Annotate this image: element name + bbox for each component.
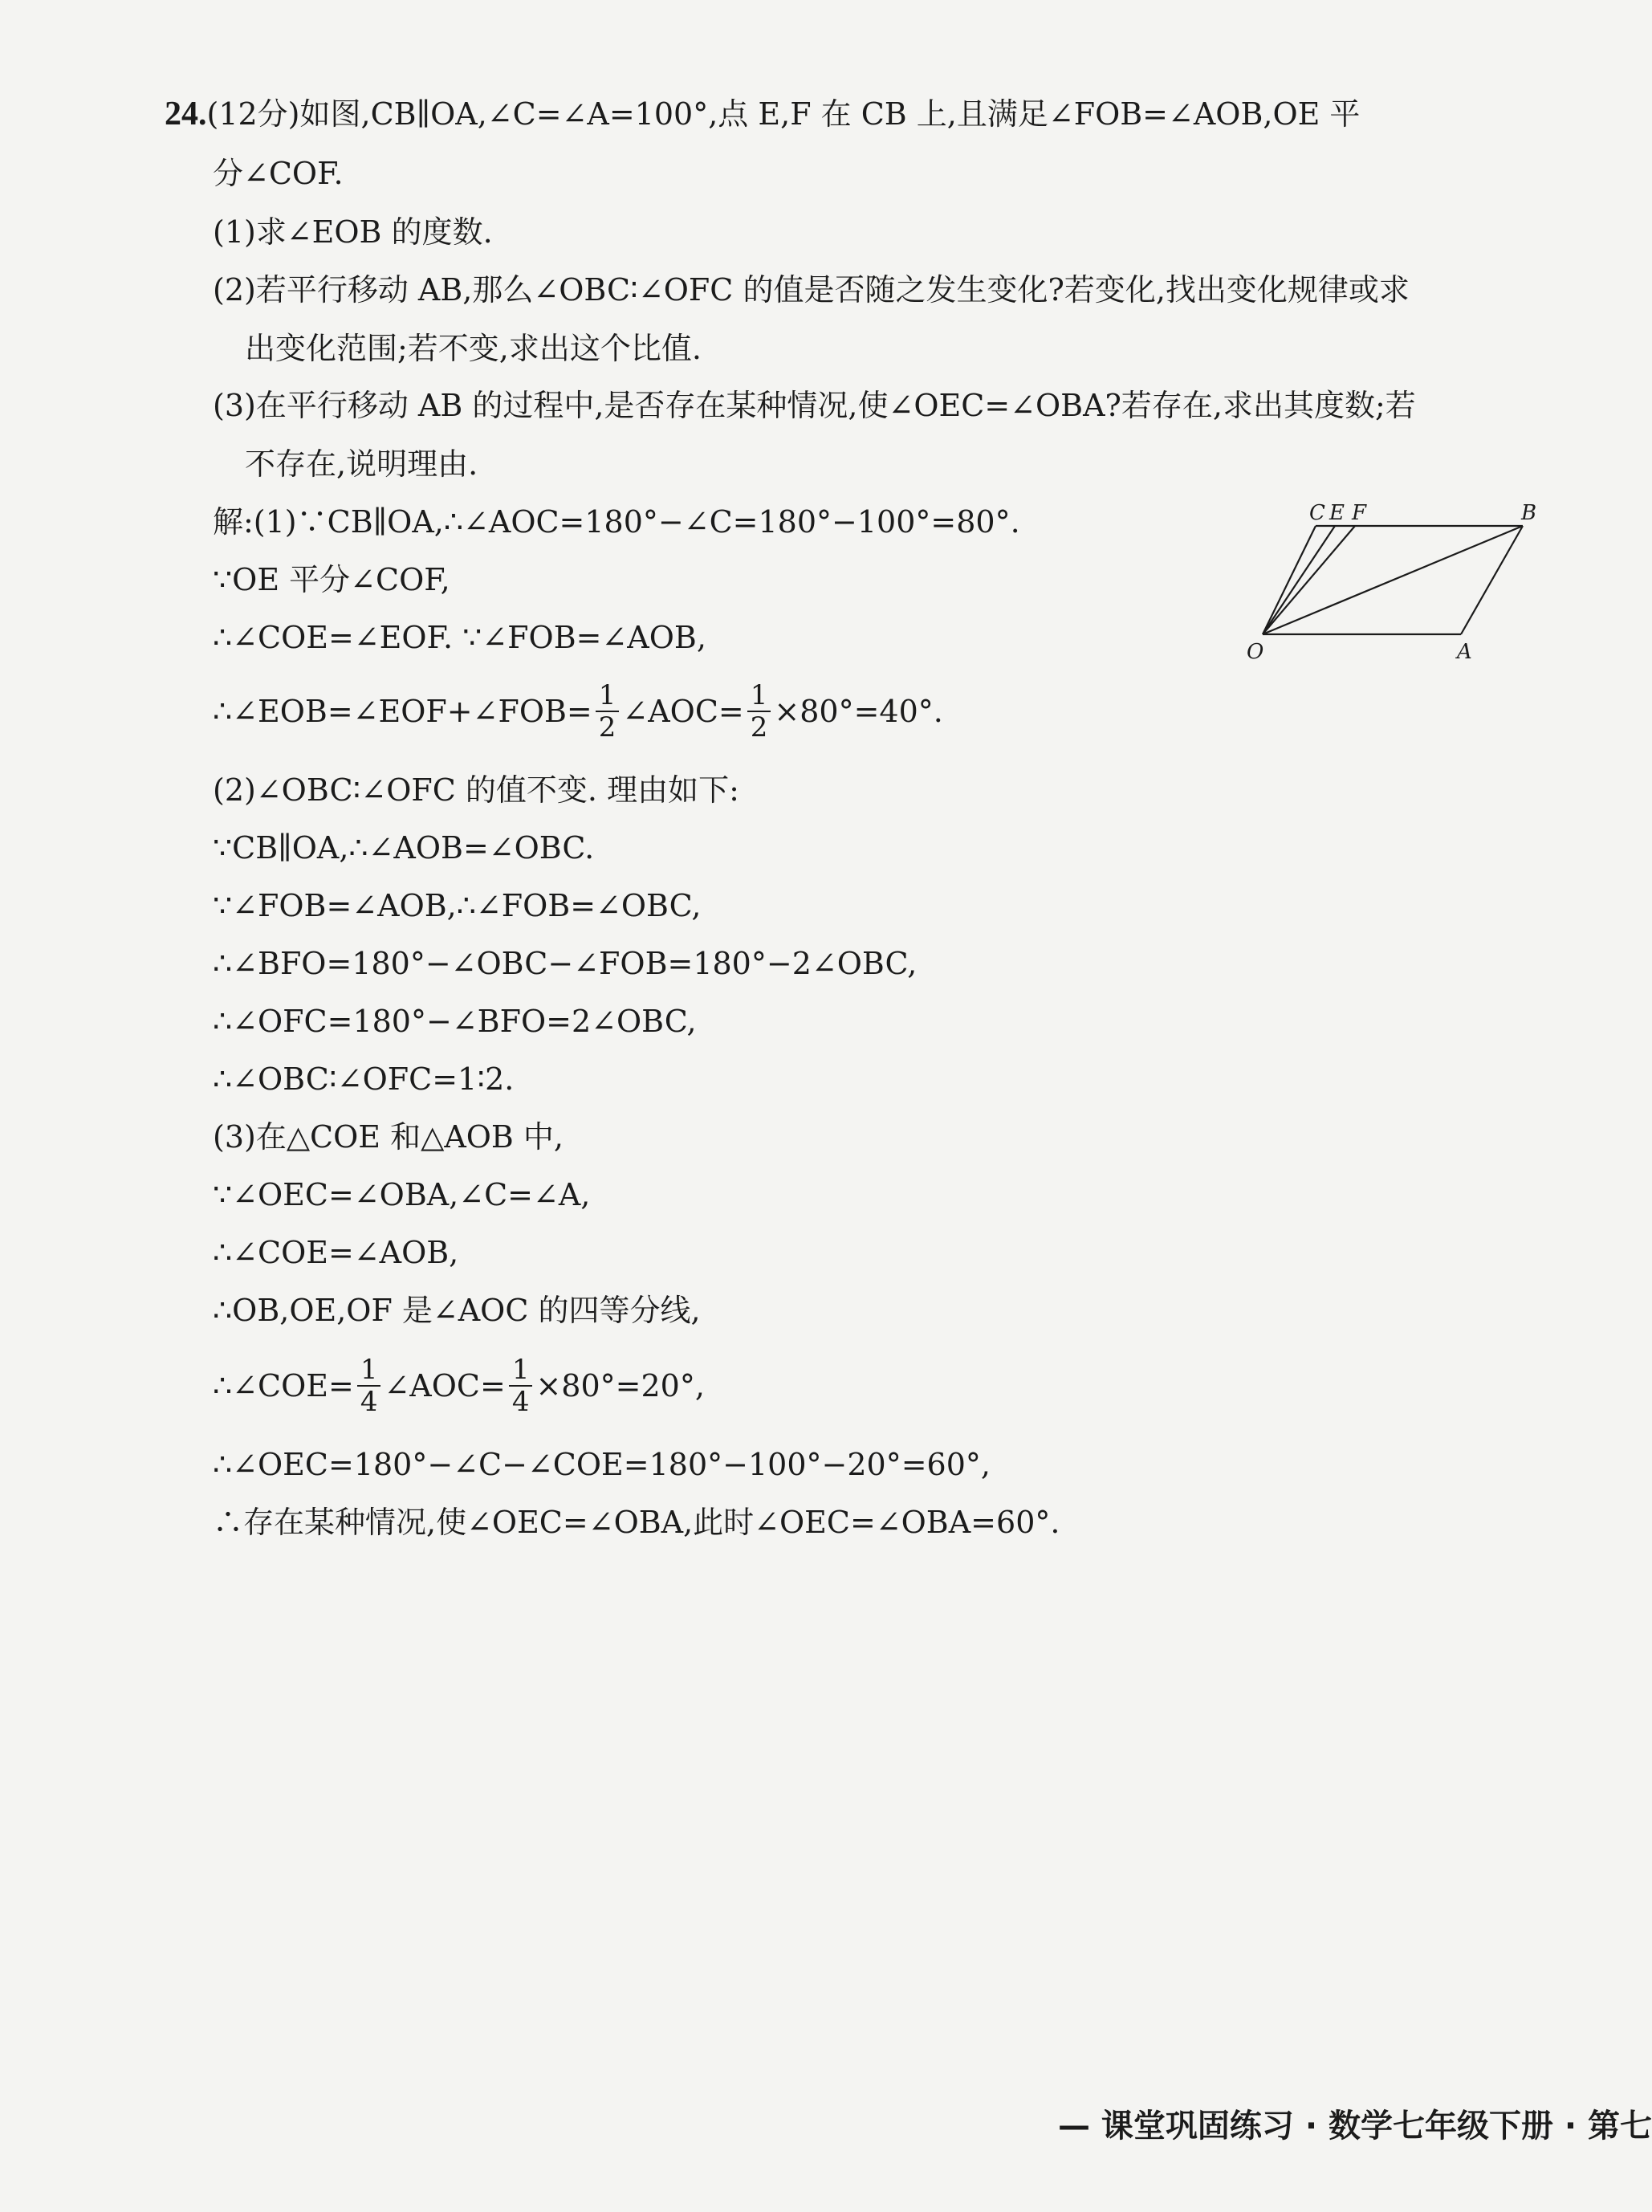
question-3-line-1: (3)在平行移动 AB 的过程中,是否存在某种情况,使∠OEC=∠OBA?若存在,求出其度数;若 bbox=[213, 388, 1416, 423]
question-1: (1)求∠EOB 的度数. bbox=[213, 214, 493, 250]
label-e: E bbox=[1329, 501, 1345, 525]
solution-line-6: ∵CB∥OA,∴∠AOB=∠OBC. bbox=[213, 830, 595, 866]
segment-ob bbox=[1263, 526, 1523, 634]
problem-line-1: 24.(12分)如图,CB∥OA,∠C=∠A=100°,点 E,F 在 CB 上,且满足∠FOB=∠AOB,OE 平 bbox=[165, 96, 1361, 132]
solution-line-1: 解:(1)∵CB∥OA,∴∠AOC=180°−∠C=180°−100°=80°. bbox=[213, 504, 1020, 540]
solution-line-2: ∵OE 平分∠COF, bbox=[213, 562, 450, 597]
label-f: F bbox=[1352, 501, 1367, 525]
fraction-one-half: $\frac{1}{2}$ bbox=[747, 680, 771, 743]
question-2-line-1: (2)若平行移动 AB,那么∠OBC∶∠OFC 的值是否随之发生变化?若变化,找出变化规律或求 bbox=[213, 272, 1410, 308]
label-o: O bbox=[1247, 640, 1264, 664]
solution-line-11: (3)在△COE 和△AOB 中, bbox=[213, 1119, 564, 1155]
fraction-one-half: $\frac{1}{2}$ bbox=[596, 680, 620, 743]
segment-of bbox=[1263, 526, 1355, 634]
segment-ab bbox=[1461, 526, 1523, 634]
question-2-line-2: 出变化范围;若不变,求出这个比值. bbox=[245, 331, 702, 366]
solution-line-7: ∵∠FOB=∠AOB,∴∠FOB=∠OBC, bbox=[213, 888, 702, 923]
solution-line-8: ∴∠BFO=180°−∠OBC−∠FOB=180°−2∠OBC, bbox=[213, 946, 918, 981]
fraction-one-quarter: $\frac{1}{4}$ bbox=[357, 1354, 381, 1417]
solution-line-13: ∴∠COE=∠AOB, bbox=[213, 1235, 459, 1270]
question-3-line-2: 不存在,说明理由. bbox=[245, 446, 478, 482]
solution-line-15: ∴∠COE= $\frac{1}{4}$ ∠AOC= $\frac{1}{4}$ ×80°=20°, bbox=[213, 1354, 705, 1418]
solution-line-10: ∴∠OBC∶∠OFC=1∶2. bbox=[213, 1061, 515, 1097]
solution-line-5: (2)∠OBC∶∠OFC 的值不变. 理由如下: bbox=[213, 772, 739, 808]
solution-line-16: ∴∠OEC=180°−∠C−∠COE=180°−100°−20°=60°, bbox=[213, 1447, 991, 1482]
solution-line-3: ∴∠COE=∠EOF. ∵∠FOB=∠AOB, bbox=[213, 620, 706, 655]
label-c: C bbox=[1309, 501, 1325, 525]
segment-oe bbox=[1263, 526, 1335, 634]
parallelogram-diagram bbox=[1240, 498, 1545, 670]
label-b: B bbox=[1521, 501, 1537, 525]
solution-line-17: ∴存在某种情况,使∠OEC=∠OBA,此时∠OEC=∠OBA=60°. bbox=[213, 1505, 1060, 1540]
page-footer: — 课堂巩固练习 · 数学七年级下册 · 第七 bbox=[1057, 2108, 1652, 2145]
fraction-one-quarter: $\frac{1}{4}$ bbox=[509, 1354, 533, 1417]
problem-line-2: 分∠COF. bbox=[213, 156, 344, 191]
solution-line-14: ∴OB,OE,OF 是∠AOC 的四等分线, bbox=[213, 1293, 701, 1328]
solution-line-4: ∴∠EOB=∠EOF+∠FOB= $\frac{1}{2}$ ∠AOC= $\frac{1}{2}$ ×80°=40°. bbox=[213, 679, 943, 743]
geometry-figure bbox=[1240, 498, 1545, 670]
solution-line-9: ∴∠OFC=180°−∠BFO=2∠OBC, bbox=[213, 1004, 697, 1039]
label-a: A bbox=[1457, 640, 1472, 664]
problem-number: 24. bbox=[165, 96, 207, 132]
solution-line-12: ∵∠OEC=∠OBA,∠C=∠A, bbox=[213, 1177, 591, 1212]
